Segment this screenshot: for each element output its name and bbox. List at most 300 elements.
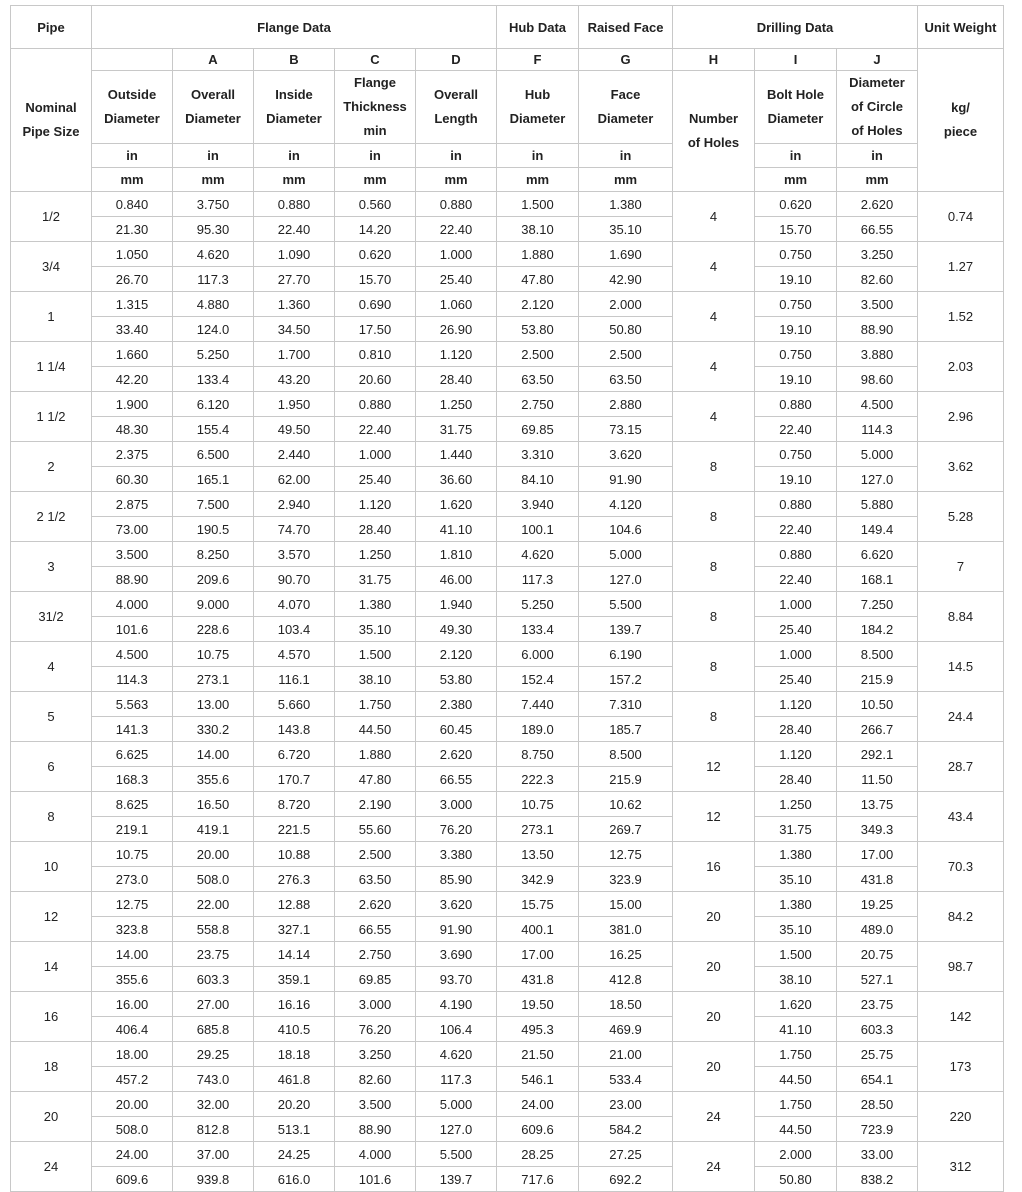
value-mm-cell: 222.3 (497, 767, 579, 792)
value-in-cell: 3.620 (579, 442, 673, 467)
value-mm-cell: 133.4 (173, 367, 254, 392)
unit-mm-od: mm (92, 168, 173, 192)
value-in-cell: 1.050 (92, 242, 173, 267)
unit-in-d: in (416, 144, 497, 168)
value-mm-cell: 558.8 (173, 917, 254, 942)
value-mm-cell: 53.80 (497, 317, 579, 342)
table-header (11, 6, 1004, 192)
value-in-cell: 6.500 (173, 442, 254, 467)
value-mm-cell: 419.1 (173, 817, 254, 842)
value-in-cell: 1.750 (335, 692, 416, 717)
value-in-cell: 5.250 (173, 342, 254, 367)
letter-g: G (579, 49, 673, 71)
value-mm-cell: 141.3 (92, 717, 173, 742)
value-in-cell: 4.500 (92, 642, 173, 667)
value-in-cell: 13.50 (497, 842, 579, 867)
value-mm-cell: 513.1 (254, 1117, 335, 1142)
value-mm-cell: 31.75 (335, 567, 416, 592)
value-in-cell: 4.620 (416, 1042, 497, 1067)
unit-weight-cell: 8.84 (918, 592, 1004, 642)
value-mm-cell: 838.2 (837, 1167, 918, 1192)
number-of-holes-cell: 8 (673, 642, 755, 692)
unit-in-i: in (755, 144, 837, 168)
value-mm-cell: 31.75 (755, 817, 837, 842)
table-row-metric (11, 467, 1004, 492)
value-in-cell: 2.620 (416, 742, 497, 767)
value-in-cell: 8.750 (497, 742, 579, 767)
value-in-cell: 1.620 (755, 992, 837, 1017)
value-in-cell: 0.880 (755, 392, 837, 417)
value-mm-cell: 41.10 (755, 1017, 837, 1042)
value-in-cell: 1.750 (755, 1092, 837, 1117)
unit-in-f: in (497, 144, 579, 168)
table-row (11, 892, 1004, 917)
value-in-cell: 0.840 (92, 192, 173, 217)
value-in-cell: 16.00 (92, 992, 173, 1017)
value-in-cell: 2.440 (254, 442, 335, 467)
value-mm-cell: 342.9 (497, 867, 579, 892)
value-in-cell: 1.880 (335, 742, 416, 767)
value-mm-cell: 149.4 (837, 517, 918, 542)
value-mm-cell: 431.8 (497, 967, 579, 992)
number-of-holes-cell: 12 (673, 792, 755, 842)
unit-mm-f: mm (497, 168, 579, 192)
value-in-cell: 8.500 (837, 642, 918, 667)
value-in-cell: 0.880 (335, 392, 416, 417)
value-in-cell: 1.810 (416, 542, 497, 567)
table-body (11, 192, 1004, 1192)
value-mm-cell: 33.40 (92, 317, 173, 342)
value-mm-cell: 66.55 (335, 917, 416, 942)
value-mm-cell: 35.10 (755, 867, 837, 892)
header-face-diameter: Face Diameter (579, 71, 673, 144)
nominal-size-cell: 31/2 (11, 592, 92, 642)
value-in-cell: 1.690 (579, 242, 673, 267)
value-in-cell: 16.25 (579, 942, 673, 967)
value-in-cell: 10.75 (497, 792, 579, 817)
value-in-cell: 3.000 (416, 792, 497, 817)
value-mm-cell: 165.1 (173, 467, 254, 492)
value-mm-cell: 35.10 (579, 217, 673, 242)
value-mm-cell: 104.6 (579, 517, 673, 542)
value-mm-cell: 609.6 (92, 1167, 173, 1192)
value-in-cell: 3.250 (335, 1042, 416, 1067)
value-in-cell: 13.75 (837, 792, 918, 817)
table-row (11, 842, 1004, 867)
value-mm-cell: 38.10 (755, 967, 837, 992)
unit-mm-c: mm (335, 168, 416, 192)
value-in-cell: 3.500 (92, 542, 173, 567)
header-hub-diameter: Hub Diameter (497, 71, 579, 144)
unit-weight-cell: 14.5 (918, 642, 1004, 692)
value-mm-cell: 323.8 (92, 917, 173, 942)
value-in-cell: 8.250 (173, 542, 254, 567)
value-mm-cell: 717.6 (497, 1167, 579, 1192)
value-in-cell: 3.940 (497, 492, 579, 517)
value-in-cell: 5.500 (579, 592, 673, 617)
value-mm-cell: 44.50 (755, 1067, 837, 1092)
value-in-cell: 6.625 (92, 742, 173, 767)
value-in-cell: 0.880 (416, 192, 497, 217)
value-mm-cell: 85.90 (416, 867, 497, 892)
value-mm-cell: 215.9 (579, 767, 673, 792)
nominal-size-cell: 2 1/2 (11, 492, 92, 542)
value-mm-cell: 359.1 (254, 967, 335, 992)
table-row (11, 442, 1004, 467)
value-in-cell: 6.620 (837, 542, 918, 567)
value-mm-cell: 400.1 (497, 917, 579, 942)
value-mm-cell: 98.60 (837, 367, 918, 392)
value-mm-cell: 743.0 (173, 1067, 254, 1092)
value-in-cell: 17.00 (837, 842, 918, 867)
value-in-cell: 2.120 (416, 642, 497, 667)
value-mm-cell: 63.50 (335, 867, 416, 892)
unit-weight-cell: 84.2 (918, 892, 1004, 942)
table-row-metric (11, 367, 1004, 392)
header-weight-unit: kg/ piece (918, 49, 1004, 192)
value-mm-cell: 461.8 (254, 1067, 335, 1092)
value-mm-cell: 117.3 (416, 1067, 497, 1092)
value-mm-cell: 100.1 (497, 517, 579, 542)
value-in-cell: 8.720 (254, 792, 335, 817)
value-in-cell: 15.00 (579, 892, 673, 917)
value-mm-cell: 42.90 (579, 267, 673, 292)
value-in-cell: 1.380 (755, 892, 837, 917)
value-mm-cell: 406.4 (92, 1017, 173, 1042)
value-mm-cell: 63.50 (497, 367, 579, 392)
value-in-cell: 1.940 (416, 592, 497, 617)
table-row (11, 742, 1004, 767)
value-in-cell: 2.750 (335, 942, 416, 967)
table-row (11, 292, 1004, 317)
value-in-cell: 23.75 (837, 992, 918, 1017)
value-mm-cell: 127.0 (837, 467, 918, 492)
value-in-cell: 23.00 (579, 1092, 673, 1117)
unit-weight-cell: 28.7 (918, 742, 1004, 792)
value-mm-cell: 124.0 (173, 317, 254, 342)
value-mm-cell: 219.1 (92, 817, 173, 842)
value-mm-cell: 584.2 (579, 1117, 673, 1142)
value-in-cell: 3.250 (837, 242, 918, 267)
value-mm-cell: 95.30 (173, 217, 254, 242)
value-in-cell: 4.070 (254, 592, 335, 617)
value-in-cell: 22.00 (173, 892, 254, 917)
unit-weight-cell: 220 (918, 1092, 1004, 1142)
value-in-cell: 23.75 (173, 942, 254, 967)
nominal-size-cell: 18 (11, 1042, 92, 1092)
value-mm-cell: 91.90 (579, 467, 673, 492)
value-mm-cell: 273.0 (92, 867, 173, 892)
value-in-cell: 0.750 (755, 242, 837, 267)
header-number-of-holes: Number of Holes (673, 71, 755, 192)
group-unit-weight: Unit Weight (918, 6, 1004, 49)
value-in-cell: 1.000 (755, 642, 837, 667)
nominal-size-cell: 4 (11, 642, 92, 692)
letter-i: I (755, 49, 837, 71)
table-row (11, 792, 1004, 817)
value-mm-cell: 221.5 (254, 817, 335, 842)
value-mm-cell: 495.3 (497, 1017, 579, 1042)
unit-weight-cell: 3.62 (918, 442, 1004, 492)
value-mm-cell: 22.40 (254, 217, 335, 242)
table-row (11, 692, 1004, 717)
value-mm-cell: 44.50 (335, 717, 416, 742)
group-drilling-data: Drilling Data (673, 6, 918, 49)
value-in-cell: 20.00 (92, 1092, 173, 1117)
nominal-size-cell: 12 (11, 892, 92, 942)
value-mm-cell: 55.60 (335, 817, 416, 842)
value-in-cell: 5.500 (416, 1142, 497, 1167)
value-in-cell: 6.190 (579, 642, 673, 667)
value-mm-cell: 273.1 (497, 817, 579, 842)
value-mm-cell: 19.10 (755, 317, 837, 342)
group-flange-data: Flange Data (92, 6, 497, 49)
nominal-size-cell: 1 1/2 (11, 392, 92, 442)
value-in-cell: 7.500 (173, 492, 254, 517)
value-mm-cell: 25.40 (335, 467, 416, 492)
value-in-cell: 1.380 (755, 842, 837, 867)
value-mm-cell: 62.00 (254, 467, 335, 492)
group-raised-face: Raised Face (579, 6, 673, 49)
value-mm-cell: 215.9 (837, 667, 918, 692)
value-in-cell: 28.25 (497, 1142, 579, 1167)
unit-weight-cell: 173 (918, 1042, 1004, 1092)
nominal-size-cell: 16 (11, 992, 92, 1042)
value-in-cell: 4.880 (173, 292, 254, 317)
value-in-cell: 27.00 (173, 992, 254, 1017)
unit-in-od: in (92, 144, 173, 168)
unit-mm-i: mm (755, 168, 837, 192)
table-row (11, 1092, 1004, 1117)
value-in-cell: 16.16 (254, 992, 335, 1017)
value-mm-cell: 26.90 (416, 317, 497, 342)
value-mm-cell: 323.9 (579, 867, 673, 892)
value-in-cell: 1.440 (416, 442, 497, 467)
value-in-cell: 32.00 (173, 1092, 254, 1117)
value-mm-cell: 35.10 (335, 617, 416, 642)
value-mm-cell: 25.40 (755, 617, 837, 642)
value-mm-cell: 20.60 (335, 367, 416, 392)
value-in-cell: 10.62 (579, 792, 673, 817)
value-mm-cell: 74.70 (254, 517, 335, 542)
header-bolt-hole-diameter: Bolt Hole Diameter (755, 71, 837, 144)
letter-d: D (416, 49, 497, 71)
value-mm-cell: 28.40 (755, 717, 837, 742)
table-row-metric (11, 717, 1004, 742)
value-in-cell: 4.500 (837, 392, 918, 417)
group-pipe: Pipe (11, 6, 92, 49)
value-mm-cell: 228.6 (173, 617, 254, 642)
letter-b: B (254, 49, 335, 71)
value-in-cell: 2.620 (335, 892, 416, 917)
table-row (11, 642, 1004, 667)
value-mm-cell: 21.30 (92, 217, 173, 242)
value-mm-cell: 939.8 (173, 1167, 254, 1192)
table-row-metric (11, 267, 1004, 292)
value-mm-cell: 355.6 (92, 967, 173, 992)
value-mm-cell: 685.8 (173, 1017, 254, 1042)
nominal-size-cell: 24 (11, 1142, 92, 1192)
value-in-cell: 3.750 (173, 192, 254, 217)
value-in-cell: 21.50 (497, 1042, 579, 1067)
value-mm-cell: 69.85 (335, 967, 416, 992)
value-in-cell: 1.315 (92, 292, 173, 317)
value-in-cell: 20.75 (837, 942, 918, 967)
value-mm-cell: 73.00 (92, 517, 173, 542)
value-mm-cell: 31.75 (416, 417, 497, 442)
value-in-cell: 0.880 (755, 492, 837, 517)
table-row-metric (11, 1117, 1004, 1142)
value-mm-cell: 489.0 (837, 917, 918, 942)
nominal-size-cell: 20 (11, 1092, 92, 1142)
value-in-cell: 8.625 (92, 792, 173, 817)
value-mm-cell: 88.90 (837, 317, 918, 342)
number-of-holes-cell: 4 (673, 392, 755, 442)
nominal-size-cell: 14 (11, 942, 92, 992)
value-in-cell: 3.380 (416, 842, 497, 867)
value-in-cell: 2.380 (416, 692, 497, 717)
value-in-cell: 16.50 (173, 792, 254, 817)
table-row (11, 942, 1004, 967)
value-mm-cell: 508.0 (173, 867, 254, 892)
value-mm-cell: 327.1 (254, 917, 335, 942)
unit-weight-cell: 2.03 (918, 342, 1004, 392)
value-mm-cell: 157.2 (579, 667, 673, 692)
value-in-cell: 24.25 (254, 1142, 335, 1167)
unit-weight-cell: 7 (918, 542, 1004, 592)
unit-mm-j: mm (837, 168, 918, 192)
value-mm-cell: 34.50 (254, 317, 335, 342)
value-in-cell: 14.00 (173, 742, 254, 767)
value-mm-cell: 603.3 (837, 1017, 918, 1042)
unit-weight-cell: 1.27 (918, 242, 1004, 292)
unit-weight-cell: 2.96 (918, 392, 1004, 442)
group-hub-data: Hub Data (497, 6, 579, 49)
value-mm-cell: 22.40 (335, 417, 416, 442)
value-in-cell: 2.500 (335, 842, 416, 867)
value-mm-cell: 546.1 (497, 1067, 579, 1092)
unit-in-g: in (579, 144, 673, 168)
value-mm-cell: 381.0 (579, 917, 673, 942)
value-mm-cell: 35.10 (755, 917, 837, 942)
value-mm-cell: 508.0 (92, 1117, 173, 1142)
value-in-cell: 12.75 (579, 842, 673, 867)
value-mm-cell: 82.60 (837, 267, 918, 292)
value-in-cell: 3.690 (416, 942, 497, 967)
table-row-metric (11, 1167, 1004, 1192)
value-in-cell: 21.00 (579, 1042, 673, 1067)
value-in-cell: 20.00 (173, 842, 254, 867)
value-in-cell: 4.620 (173, 242, 254, 267)
value-mm-cell: 93.70 (416, 967, 497, 992)
letter-a: A (173, 49, 254, 71)
value-mm-cell: 603.3 (173, 967, 254, 992)
value-in-cell: 28.50 (837, 1092, 918, 1117)
value-mm-cell: 410.5 (254, 1017, 335, 1042)
value-mm-cell: 47.80 (335, 767, 416, 792)
table-row-metric (11, 417, 1004, 442)
value-mm-cell: 88.90 (335, 1117, 416, 1142)
value-in-cell: 7.310 (579, 692, 673, 717)
nominal-size-cell: 3 (11, 542, 92, 592)
value-in-cell: 2.750 (497, 392, 579, 417)
value-mm-cell: 654.1 (837, 1067, 918, 1092)
value-mm-cell: 28.40 (335, 517, 416, 542)
value-mm-cell: 28.40 (416, 367, 497, 392)
letter-h: H (673, 49, 755, 71)
value-mm-cell: 50.80 (579, 317, 673, 342)
letter-j: J (837, 49, 918, 71)
value-in-cell: 3.500 (335, 1092, 416, 1117)
value-in-cell: 3.880 (837, 342, 918, 367)
number-of-holes-cell: 12 (673, 742, 755, 792)
value-mm-cell: 27.70 (254, 267, 335, 292)
unit-in-a: in (173, 144, 254, 168)
value-in-cell: 18.00 (92, 1042, 173, 1067)
value-in-cell: 2.875 (92, 492, 173, 517)
header-nominal-pipe-size: Nominal Pipe Size (11, 49, 92, 192)
value-mm-cell: 66.55 (837, 217, 918, 242)
value-in-cell: 1.060 (416, 292, 497, 317)
value-in-cell: 4.000 (335, 1142, 416, 1167)
value-mm-cell: 60.45 (416, 717, 497, 742)
value-in-cell: 1.500 (755, 942, 837, 967)
value-mm-cell: 53.80 (416, 667, 497, 692)
letter-f: F (497, 49, 579, 71)
value-mm-cell: 723.9 (837, 1117, 918, 1142)
value-in-cell: 0.620 (335, 242, 416, 267)
value-in-cell: 2.620 (837, 192, 918, 217)
value-in-cell: 4.190 (416, 992, 497, 1017)
value-in-cell: 292.1 (837, 742, 918, 767)
value-in-cell: 33.00 (837, 1142, 918, 1167)
value-mm-cell: 76.20 (416, 817, 497, 842)
value-in-cell: 10.88 (254, 842, 335, 867)
value-mm-cell: 82.60 (335, 1067, 416, 1092)
value-mm-cell: 266.7 (837, 717, 918, 742)
value-mm-cell: 184.2 (837, 617, 918, 642)
value-in-cell: 29.25 (173, 1042, 254, 1067)
value-mm-cell: 114.3 (92, 667, 173, 692)
value-in-cell: 7.440 (497, 692, 579, 717)
value-in-cell: 5.000 (837, 442, 918, 467)
unit-in-j: in (837, 144, 918, 168)
value-in-cell: 3.570 (254, 542, 335, 567)
value-in-cell: 1.360 (254, 292, 335, 317)
number-of-holes-cell: 4 (673, 242, 755, 292)
value-mm-cell: 349.3 (837, 817, 918, 842)
value-mm-cell: 19.10 (755, 367, 837, 392)
value-in-cell: 4.120 (579, 492, 673, 517)
value-mm-cell: 14.20 (335, 217, 416, 242)
value-in-cell: 20.20 (254, 1092, 335, 1117)
value-mm-cell: 44.50 (755, 1117, 837, 1142)
table-row (11, 542, 1004, 567)
table-row-metric (11, 567, 1004, 592)
table-row-metric (11, 1017, 1004, 1042)
value-mm-cell: 66.55 (416, 767, 497, 792)
value-mm-cell: 101.6 (92, 617, 173, 642)
table-row-metric (11, 967, 1004, 992)
value-in-cell: 5.250 (497, 592, 579, 617)
table-row-metric (11, 517, 1004, 542)
value-in-cell: 1.880 (497, 242, 579, 267)
value-mm-cell: 190.5 (173, 517, 254, 542)
value-mm-cell: 84.10 (497, 467, 579, 492)
table-row-metric (11, 867, 1004, 892)
value-in-cell: 1.120 (755, 692, 837, 717)
header-inside-diameter: Inside Diameter (254, 71, 335, 144)
